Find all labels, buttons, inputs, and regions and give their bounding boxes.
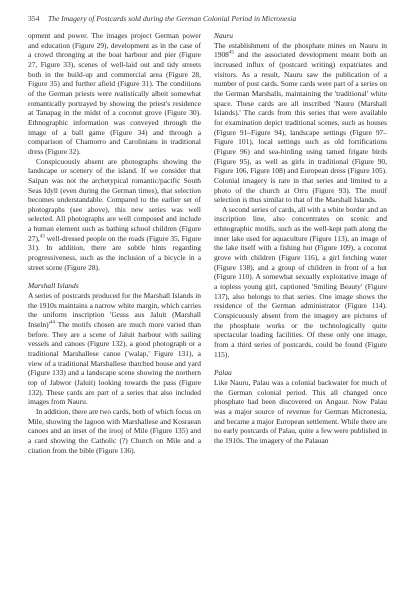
page-number: 354: [28, 14, 40, 23]
footnote-ref: 44: [50, 320, 55, 326]
page-header: [28, 14, 388, 26]
paragraph: In addition, there are two cards, both of which focus on Mile, showing the lagoon with Marshallese and Kosraean canoes and an inset of the irooj of Mile (Figure 135) and a card showing the Catholic (?) Church on Mile and a citation from the bible (Figure 136).: [28, 406, 201, 455]
paragraph: Conspicuously absent are photographs showing the landscape or scenery of the island. If we consider that Saipan was not the archetypical romantic/pacific South Seas Idyll (even during the German times), that selection becomes understandable. Compared to the earlier set of photographs (see above), this new series was well selected. All photographs are well composed and include a human element such as bathing school children (Figure 27),$^{43}$ well-dressed people on the roads (Figure 35, Figure 31). In addition, there are subtle hints regarding progressiveness, such as the inclusion of a bicycle in a street scene (Figure 28).: [28, 156, 201, 272]
paragraph: A second series of cards, all with a white border and an inscription line, also concentrates on scenic and ethnographic motifs, such as the well-kept path along the inner lake used for aquaculture (Figure 113), an image of the lake itself with a fishing hut (Figure 109), a coconut grove with children (Figure 116), a girl fetching water (Figure 138), and a group of children in front of a hut (Figure 110). A somewhat sexually exploitative image of a topless young girl, captioned 'Smiling Beauty' (Figure 137), also belongs to that series. One image shows the residence of the German administrator (Figure 114). Conspicuously absent from the imagery are pictures of the phosphate works or the technologically quite spectacular loading facilities. Of these only one image, from a third series of postcards, could be found (Figure 115).: [214, 204, 387, 359]
running-title: The Imagery of Postcards sold during the German Colonial Period in Micronesia: [48, 14, 297, 23]
paragraph: A series of postcards produced for the Marshall Islands in the 1910s maintains a narrow white margin, which carries the uniform inscription 'Gruss aus Jaluit (Marshall $Inseln)'^{44}$ The motifs chosen are much more varied than before. They are a scene of Jaluit harbour with sailing vessels and canoes (Figure 132), a good photograph or a traditional Marshallese canoe ('walap,' Figure 131), a view of a traditional Marshallese thatched house and yard (Figure 133) and a landscape scene showing the northern top of Jabwor (Jaluit) looking towards the pass (Figure 132). These cards are part of a series that also included images from Nauru.: [28, 291, 201, 407]
paragraph: Like Nauru, Palau was a colonial backwater for much of the German colonial period. This all changed once phosphate had been discovered on Angaur. Now Palau was a major source of revenue for German Micronesia, and became a major European settlement. While there are no early postcards of Palau, quite a few were published in the 1910s. The imagery of the Palauan: [214, 377, 387, 445]
footnote-ref: 45: [228, 50, 234, 56]
section-heading: Marshall Islands: [28, 281, 79, 291]
paragraph: The establishment of the phosphate mines on Nauru in 1908$^{45}$ and the associated development meant both an increased influx of (postcard writing) expatriates and visitors. As a result, Nauru saw the publication of a number of post cards. Some cards were part of a series on the German Marshalls, maintaining the 'traditional' white space. These cards are all inscribed 'Nauru (Marshall Islands).' The cards from this series that were available for examination depict traditional scenes, such as houses (Figure 91–Figure 94), landscape settings (Figure 97–Figure 101), local settings such as old fortifications (Figure 96) and sea-birding using tamed frigate birds (Figure 95), as well as girls in traditional (Figure 90, Figure 106, Figure 108) and European dress (Figure 105). Colonial imagery is rare in that series and limited to a photo of the church at Orru (Figure 93). The motif selection is thus similar to that of the Marshall Islands.: [214, 40, 387, 205]
right-column: [214, 31, 387, 446]
left-column: [28, 31, 201, 455]
section-heading: Palau: [214, 368, 232, 378]
paragraph: opment and power. The images project German power and education (Figure 29), development as in the case of a crowd thronging at the boat harbour and pier (Figure 27, Figure 33), scenes of well-laid out and tidy streets both in the build-up and commercial area (Figure 28, Figure 35) and further afield (Figure 31). The conditions of the German priests were realistically albeit somewhat romantically portrayed by showing the priest's residence at Tanapag in the midst of a coconut grove (Figure 30). Ethnographic information was conveyed through the image of a ball game (Figure 34) and through a comparison of Chamorro and Carolinians in traditional dress (Figure 32).: [28, 31, 201, 156]
section-heading: Nauru: [214, 31, 234, 40]
footnote-ref: 43: [39, 234, 45, 240]
